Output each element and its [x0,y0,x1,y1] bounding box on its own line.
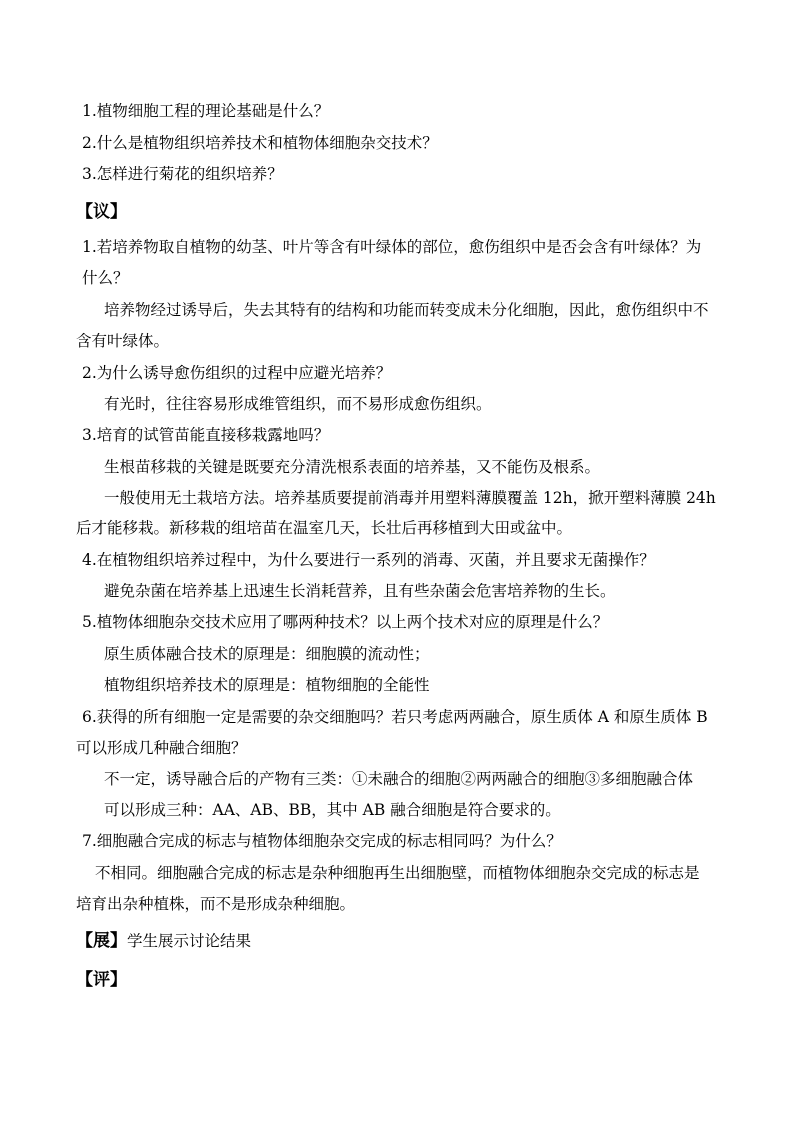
discussion-a4: 避免杂菌在培养基上迅速生长消耗营养，且有些杂菌会危害培养物的生长。 [104,582,616,600]
discussion-q3: 3.培育的试管苗能直接移栽露地吗？ [82,426,330,444]
discussion-a6-line2: 可以形成三种：AA、AB、BB，其中 AB 融合细胞是符合要求的。 [104,801,561,819]
discussion-q1-line1: 1.若培养物取自植物的幼茎、叶片等含有叶绿体的部位，愈伤组织中是否会含有叶绿体？为 [82,238,702,256]
discussion-a5-line2: 植物组织培养技术的原理是：植物细胞的全能性 [104,676,430,694]
question-1: 1.植物细胞工程的理论基础是什么？ [82,102,330,120]
discussion-a6-line1: 不一定，诱导融合后的产物有三类：①未融合的细胞②两两融合的细胞③多细胞融合体 [104,770,694,788]
discussion-a7-line2: 培育出杂种植株，而不是形成杂种细胞。 [76,895,356,913]
discussion-q1-line2: 什么？ [82,269,129,287]
discussion-q4: 4.在植物组织培养过程中，为什么要进行一系列的消毒、灭菌，并且要求无菌操作？ [82,551,655,569]
discussion-a2: 有光时，往往容易形成维管组织，而不易形成愈伤组织。 [104,395,492,413]
discussion-a3-line3: 后才能移栽。新移栽的组培苗在温室几天，长壮后再移植到大田或盆中。 [76,519,573,537]
discussion-q7: 7.细胞融合完成的标志与植物体细胞杂交完成的标志相同吗？为什么？ [82,832,562,850]
discussion-q2: 2.为什么诱导愈伤组织的过程中应避光培养？ [82,364,392,382]
discussion-a1-line1: 培养物经过诱导后，失去其特有的结构和功能而转变成未分化细胞，因此，愈伤组织中不 [104,301,709,319]
discussion-a5-line1: 原生质体融合技术的原理是：细胞膜的流动性； [104,645,430,663]
section-zhan-row [76,930,251,952]
discussion-q6-line1: 6.获得的所有细胞一定是需要的杂交细胞吗？若只考虑两两融合，原生质体 A 和原生质体 B [82,708,708,726]
section-heading-ping: 【评】 [76,970,127,990]
discussion-a7-line1: 不相同。细胞融合完成的标志是杂种细胞再生出细胞壁，而植物体细胞杂交完成的标志是 [95,864,700,882]
question-2: 2.什么是植物组织培养技术和植物体细胞杂交技术？ [82,134,438,152]
section-heading-yi: 【议】 [76,202,127,222]
discussion-a1-line2: 含有叶绿体。 [76,332,170,350]
discussion-q5: 5.植物体细胞杂交技术应用了哪两种技术？以上两个技术对应的原理是什么？ [82,613,609,631]
question-3: 3.怎样进行菊花的组织培养？ [82,165,283,183]
discussion-q6-line2: 可以形成几种融合细胞？ [76,739,247,757]
section-zhan-text: 学生展示讨论结果 [127,932,252,950]
section-heading-zhan: 【展】 [76,931,127,951]
discussion-a3-line2: 一般使用无土栽培方法。培养基质要提前消毒并用塑料薄膜覆盖 12h，掀开塑料薄膜 24h [104,489,716,507]
discussion-a3-line1: 生根苗移栽的关键是既要充分清洗根系表面的培养基，又不能伤及根系。 [104,458,601,476]
